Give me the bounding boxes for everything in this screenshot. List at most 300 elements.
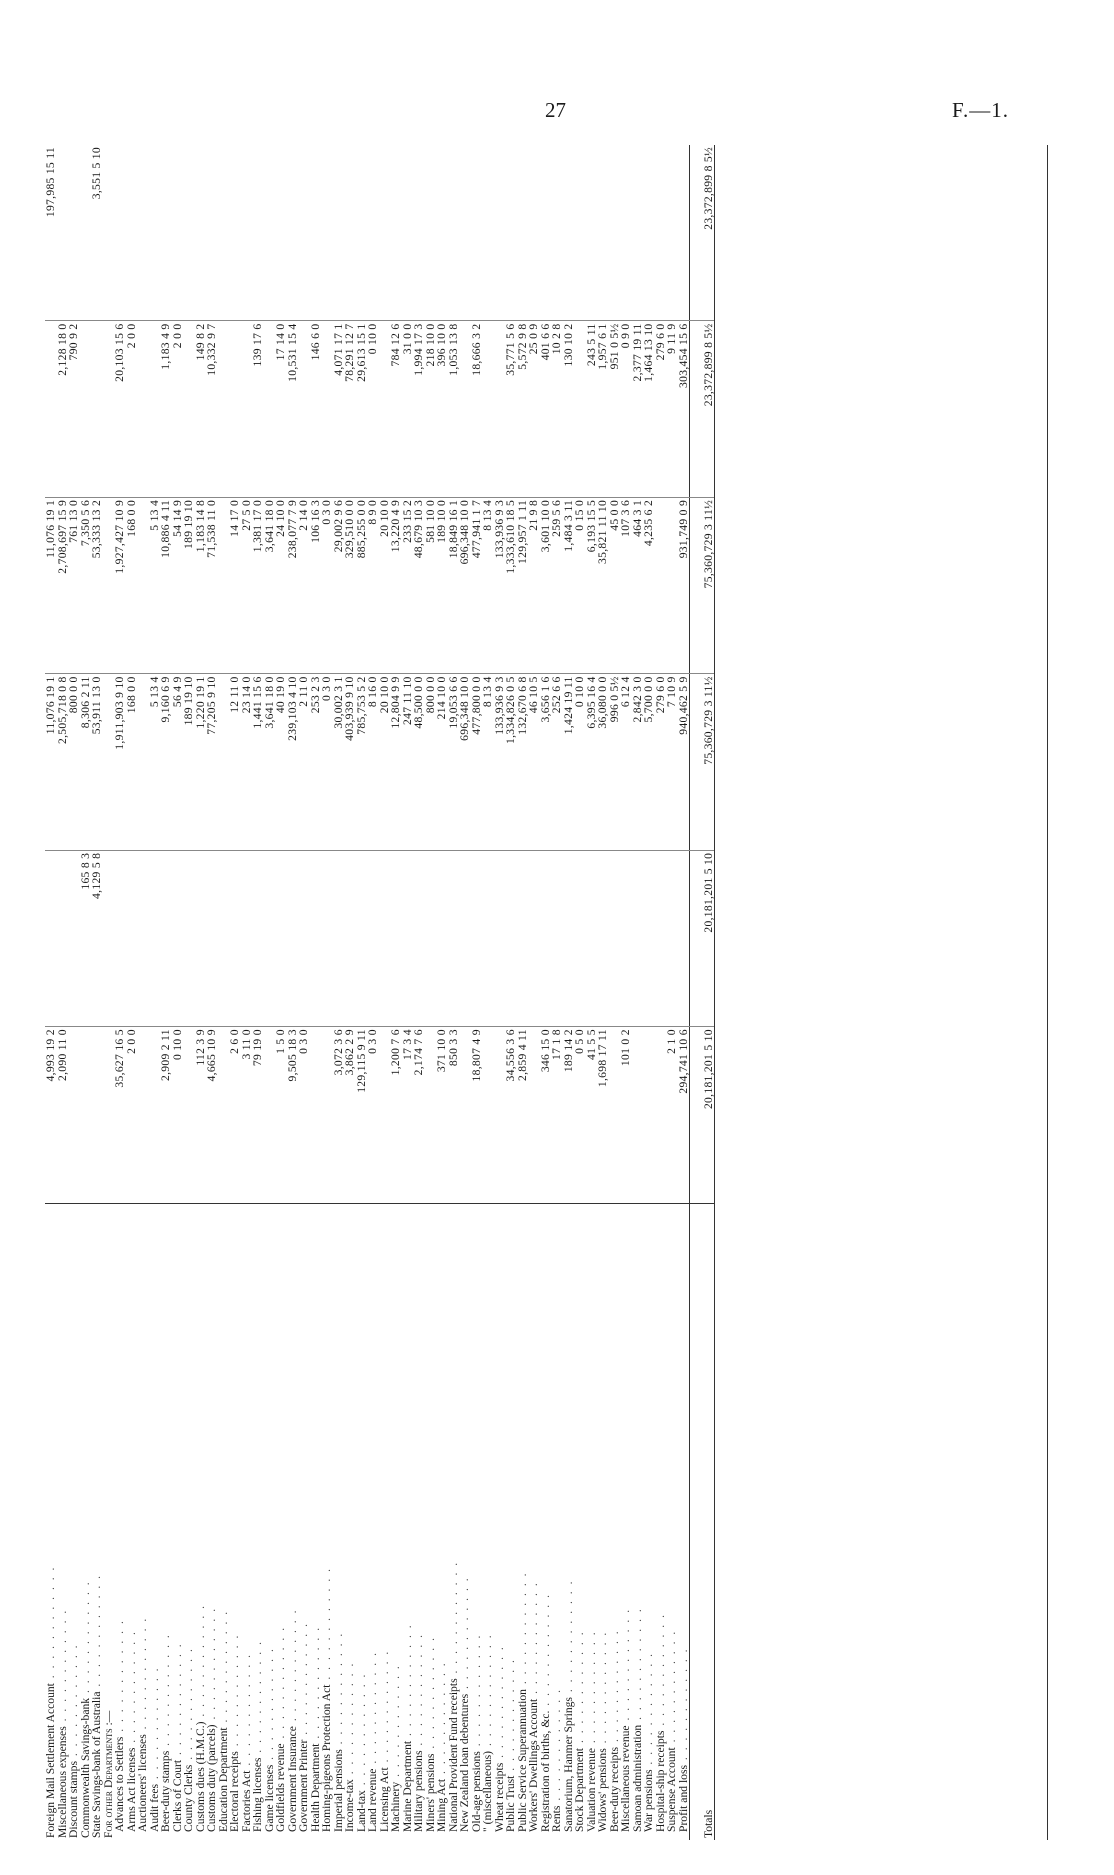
leader-dots: . . . . . . . . . . . . [412,1632,425,1751]
row-label-text: Miners' pensions [423,1753,437,1832]
leader-dots: . . . . . . . . . . . . [538,1593,552,1711]
amount-cell-c4: 54 14 9 [172,497,184,673]
row-label-text: Beer-duty receipts [607,1746,621,1832]
amount-cell-c2 [471,850,483,1026]
amount-cell-c3: 2,505,718 0 8 [57,674,69,850]
amount-cell-c3: 3,656 1 6 [540,674,552,850]
amount-cell-c6 [505,145,517,321]
amount-cell-c2 [459,850,471,1026]
amount-cell-c6 [218,145,230,321]
amount-cell-c4: 696,348 10 0 [459,497,471,673]
table-row [264,145,276,1840]
amount-cell-c1: 1,200 7 6 [390,1027,402,1203]
amount-cell-c1: 2,859 4 11 [517,1027,529,1203]
table-row [620,145,632,1840]
amount-cell-c2 [103,850,115,1026]
amount-cell-c6: 197,985 15 11 [45,145,57,321]
amount-cell-c5: 2 0 0 [172,321,184,497]
amount-cell-c6 [356,145,368,321]
amount-cell-c2 [137,850,149,1026]
row-label-text: Fishing licenses [251,1757,264,1832]
amount-cell-c2 [57,850,69,1026]
amount-cell-c5: 1,957 6 1 [597,321,609,497]
amount-cell-c3: 8 16 0 [367,674,379,850]
leader-dots: . . . . . . . . . . . . [285,1608,299,1727]
amount-cell-c6: 3,551 5 10 [91,145,103,321]
amount-cell-c5: 303,454 15 6 [678,321,690,497]
table-row [206,145,218,1840]
amount-cell-c3: 1,911,903 9 10 [114,674,126,850]
table-row [597,145,609,1840]
amount-cell-c3: 9,160 6 9 [160,674,172,850]
leader-dots: . . . . . . . . . . . . [274,1625,287,1744]
amount-cell-c6 [68,145,80,321]
amount-cell-c5: 9 11 9 [666,321,678,497]
amount-cell-c3: 40 19 0 [275,674,287,850]
amount-cell-c4: 885,255 0 0 [356,497,368,673]
amount-cell-c4: 133,936 9 3 [494,497,506,673]
amount-cell-c2 [505,850,517,1026]
row-label-text: Commonwealth Savings-bank [78,1697,92,1838]
amount-cell-c2 [586,850,598,1026]
row-label-text: Widows' pensions [596,1748,609,1832]
amount-cell-c6 [666,145,678,321]
amount-cell-c1: 1,698 17 11 [597,1027,609,1203]
row-label-text: Sanatorium, Hanmer Springs [561,1697,575,1832]
amount-cell-c3: 3,641 18 0 [264,674,276,850]
amount-cell-c5 [45,321,57,497]
amount-cell-c3: 1,334,826 0 5 [505,674,517,850]
amount-cell-c2 [620,850,632,1026]
row-label-text: Advances to Settlers [113,1736,126,1832]
amount-cell-c1: 3,072 3 6 [333,1027,345,1203]
row-label-text: Customs dues (H.M.C.) [193,1721,207,1832]
amount-cell-c3: 189 19 10 [183,674,195,850]
table-row [333,145,345,1840]
amount-cell-c5: 1,053 13 8 [448,321,460,497]
amount-cell-c5: 790 9 2 [68,321,80,497]
amount-cell-c4: 8 9 0 [367,497,379,673]
amount-cell-c4 [655,497,667,673]
amount-cell-c4: 18,849 16 1 [448,497,460,673]
amount-cell-c1 [68,1027,80,1203]
amount-cell-c3: 214 10 0 [436,674,448,850]
leader-dots: . . . . . . . . . . . . [607,1629,621,1747]
leader-dots: . . . . . . . . . . . . [124,1630,138,1748]
amount-cell-c4: 1,484 3 11 [563,497,575,673]
amount-cell-c4: 14 17 0 [229,497,241,673]
amount-cell-c6 [563,145,575,321]
amount-cell-c5: 951 0 5½ [609,321,621,497]
amount-cell-c5: 2 0 0 [126,321,138,497]
amount-cell-c4: 4,235 6 2 [643,497,655,673]
page-number: 27 [545,98,566,122]
amount-cell-c4: 189 19 10 [183,497,195,673]
amount-cell-c5: 784 12 6 [390,321,402,497]
leader-dots: . . . . . . . . . . . . [630,1607,644,1725]
amount-cell-c6 [379,145,391,321]
amount-cell-c6 [494,145,506,321]
amount-cell-c6 [57,145,69,321]
amount-cell-c4: 2 14 0 [298,497,310,673]
table-row [402,145,414,1840]
table-row [183,145,195,1840]
amount-cell-c1: 0 3 0 [298,1027,310,1203]
amount-cell-c2 [356,850,368,1026]
amount-cell-c2 [218,850,230,1026]
amount-cell-c5: 279 6 0 [655,321,667,497]
amount-cell-c1 [321,1027,333,1203]
amount-cell-c1: 3 11 0 [241,1027,253,1203]
table-row [471,145,483,1840]
amount-cell-c6 [436,145,448,321]
amount-cell-c5: 130 10 2 [563,321,575,497]
amount-cell-c3: 477,800 0 0 [471,674,483,850]
table-row [321,145,333,1840]
leader-dots: . . . . . . . . . . . . [320,1566,333,1685]
table-row [195,145,207,1840]
amount-cell-c5 [574,321,586,497]
amount-cell-c6 [114,145,126,321]
amount-cell-c4: 581 10 0 [425,497,437,673]
amount-cell-c3: 1,424 19 11 [563,674,575,850]
leader-dots: . . . . . . . . . . . . [182,1647,195,1765]
amount-cell-c1 [643,1027,655,1203]
amount-cell-c4 [666,497,678,673]
ledger-table [45,145,715,1840]
leader-dots: . . . . . . . . . . . . [504,1658,517,1776]
table-row [137,145,149,1840]
amount-cell-c2 [390,850,402,1026]
amount-cell-c6 [540,145,552,321]
row-label-text: Income-tax [343,1779,356,1832]
amount-cell-c5 [218,321,230,497]
amount-cell-c2 [126,850,138,1026]
table-row [678,145,690,1840]
totals-cell-c1: 20,181,201 5 10 [690,1027,715,1203]
amount-cell-c2 [551,850,563,1026]
amount-cell-c5: 18,666 3 2 [471,321,483,497]
amount-cell-c1: 0 3 0 [367,1027,379,1203]
amount-cell-c5 [91,321,103,497]
amount-cell-c4: 13,220 4 9 [390,497,402,673]
amount-cell-c6 [275,145,287,321]
amount-cell-c4: 11,076 19 1 [45,497,57,673]
amount-cell-c2 [609,850,621,1026]
amount-cell-c6 [609,145,621,321]
amount-cell-c2 [379,850,391,1026]
row-label-text: Samoan administration [630,1724,644,1832]
amount-cell-c4: 931,749 0 9 [678,497,690,673]
amount-cell-c5: 10,332 9 7 [206,321,218,497]
amount-cell-c6 [413,145,425,321]
amount-cell-c3: 403,939 9 10 [344,674,356,850]
amount-cell-c1 [459,1027,471,1203]
amount-cell-c4: 27 5 0 [241,497,253,673]
leader-dots: . . . . . . . . . . . . [205,1606,218,1725]
amount-cell-c3: 785,753 5 2 [356,674,368,850]
amount-cell-c5: 20,103 15 6 [114,321,126,497]
table-row [172,145,184,1840]
leader-dots: . . . . . . . . . . . . [90,1573,103,1692]
amount-cell-c5: 149 8 2 [195,321,207,497]
amount-cell-c6 [597,145,609,321]
totals-label: Totals [690,1203,715,1840]
leader-dots: . . . . . . . . . . . . [262,1647,276,1765]
row-label-text: War pensions [642,1769,655,1832]
table-row [45,145,57,1840]
amount-cell-c6 [528,145,540,321]
amount-cell-c1: 294,741 10 6 [678,1027,690,1203]
row-label-text: Rents [550,1805,563,1832]
amount-cell-c1: 9,505 18 3 [287,1027,299,1203]
amount-cell-c4: 1,183 14 8 [195,497,207,673]
amount-cell-c6 [620,145,632,321]
row-label-text: Military pensions [412,1750,425,1832]
leader-dots: . . . . . . . . . . . . [366,1651,379,1769]
amount-cell-c6 [310,145,322,321]
amount-cell-c2 [643,850,655,1026]
amount-cell-c6 [367,145,379,321]
leader-dots: . . . . . . . . . . . . [492,1645,506,1763]
row-label-text: Workers' Dwellings Account [527,1698,540,1832]
table-row [379,145,391,1840]
amount-cell-c6 [298,145,310,321]
row-label-text: Wheat receipts [492,1762,506,1832]
row-label-text: Government Printer [297,1739,310,1832]
amount-cell-c3: 46 10 5 [528,674,540,850]
amount-cell-c2 [528,850,540,1026]
leader-dots: . . . . . . . . . . . . [446,1560,460,1679]
amount-cell-c1: 346 15 0 [540,1027,552,1203]
page-reference: F.—1. [952,98,1009,122]
amount-cell-c6 [229,145,241,321]
leader-dots: . . . . . . . . . . . . [251,1640,264,1758]
amount-cell-c1: 850 3 3 [448,1027,460,1203]
amount-cell-c1: 17 3 4 [402,1027,414,1203]
amount-cell-c6 [264,145,276,321]
amount-cell-c3: 20 10 0 [379,674,391,850]
amount-cell-c4: 10,886 4 11 [160,497,172,673]
amount-cell-c4: 107 3 6 [620,497,632,673]
leader-dots: . . . . . . . . . . . . [228,1633,241,1752]
amount-cell-c6 [574,145,586,321]
amount-cell-c3: 940,462 5 9 [678,674,690,850]
amount-cell-c6 [655,145,667,321]
row-label-text: Land-tax [354,1790,368,1832]
amount-cell-c2 [540,850,552,1026]
ledger-body [45,145,715,1840]
amount-cell-c1: 4,993 19 2 [45,1027,57,1203]
table-row [632,145,644,1840]
leader-dots: . . . . . . . . . . . . [170,1642,184,1760]
table-row [425,145,437,1840]
amount-cell-c6 [172,145,184,321]
leader-dots: . . . . . . . . . . . . [676,1647,690,1765]
row-label [678,1203,690,1840]
amount-cell-c1 [137,1027,149,1203]
amount-cell-c4: 3,641 18 0 [264,497,276,673]
amount-cell-c3: 252 6 6 [551,674,563,850]
row-label-text: Factories Act [239,1770,253,1832]
amount-cell-c2 [402,850,414,1026]
amount-cell-c5: 2,377 19 11 [632,321,644,497]
amount-cell-c2: 165 8 3 [80,850,92,1026]
row-label-text: Miscellaneous revenue [619,1725,632,1832]
amount-cell-c3: 132,670 6 8 [517,674,529,850]
row-label-text: Clerks of Court [170,1759,184,1832]
amount-cell-c1 [91,1027,103,1203]
amount-cell-c1 [482,1027,494,1203]
amount-cell-c4: 35,821 11 10 [597,497,609,673]
amount-cell-c1: 2 0 0 [126,1027,138,1203]
amount-cell-c4: 7,350 5 6 [80,497,92,673]
amount-cell-c4: 1,927,427 10 9 [114,497,126,673]
leader-dots: . . . . . . . . . . . . [55,1608,69,1727]
leader-dots: . . . . . . . . . . . . [239,1652,253,1771]
amount-cell-c4: 329,510 0 0 [344,497,356,673]
amount-cell-c1 [310,1027,322,1203]
amount-cell-c4: 21 9 8 [528,497,540,673]
amount-cell-c5: 139 17 6 [252,321,264,497]
leader-dots: . . . . . . . . . . . . [331,1631,345,1750]
amount-cell-c5: 396 10 0 [436,321,448,497]
amount-cell-c2 [183,850,195,1026]
amount-cell-c3: 56 4 9 [172,674,184,850]
amount-cell-c3: 8,306 2 11 [80,674,92,850]
table-row [390,145,402,1840]
amount-cell-c3: 6 12 4 [620,674,632,850]
leader-dots: . . . . . . . . . . . . [481,1633,494,1751]
leader-dots: . . . . . . . . . . . . [642,1651,655,1770]
amount-cell-c2 [195,850,207,1026]
amount-cell-c6 [183,145,195,321]
amount-cell-c6 [160,145,172,321]
row-label-text: Suspense Account [665,1747,678,1832]
leader-dots: . . . . . . . . . . . . [665,1629,678,1748]
rotated-ledger [45,145,1049,1840]
table-row [57,145,69,1840]
table-row [574,145,586,1840]
leader-dots: . . . . . . . . . . . . [653,1613,667,1731]
amount-cell-c5: 146 6 0 [310,321,322,497]
amount-cell-c2 [252,850,264,1026]
leader-dots: . . . . . . . . . . . . [193,1603,207,1722]
amount-cell-c1: 41 5 5 [586,1027,598,1203]
amount-cell-c5: 243 5 11 [586,321,598,497]
amount-cell-c5: 2,128 18 0 [57,321,69,497]
amount-cell-c4: 53,333 13 2 [91,497,103,673]
amount-cell-c1: 18,807 4 9 [471,1027,483,1203]
table-row [494,145,506,1840]
row-label-text: Mining Act [435,1778,448,1832]
amount-cell-c1: 4,665 10 9 [206,1027,218,1203]
amount-cell-c1: 129,115 9 11 [356,1027,368,1203]
amount-cell-c2 [655,850,667,1026]
amount-cell-c4: 24 10 0 [275,497,287,673]
amount-cell-c2 [666,850,678,1026]
amount-cell-c3: 36,080 0 0 [597,674,609,850]
amount-cell-c3: 11,076 19 1 [45,674,57,850]
amount-cell-c2 [632,850,644,1026]
table-row [149,145,161,1840]
amount-cell-c4: 2,708,697 15 9 [57,497,69,673]
leader-dots: . . . . . . . . . . . . [584,1630,598,1748]
amount-cell-c5: 1,464 13 10 [643,321,655,497]
amount-cell-c6 [241,145,253,321]
amount-cell-c6 [126,145,138,321]
amount-cell-c3: 48,500 0 0 [413,674,425,850]
amount-cell-c5 [183,321,195,497]
amount-cell-c2 [333,850,345,1026]
amount-cell-c6 [137,145,149,321]
amount-cell-c5: 0 9 0 [620,321,632,497]
row-label-text: For other Departments :— [101,1710,115,1838]
amount-cell-c5: 401 6 6 [540,321,552,497]
amount-cell-c2 [264,850,276,1026]
amount-cell-c1 [528,1027,540,1203]
row-label-text: Education Department [216,1727,230,1832]
row-label-text: Arms Act licenses [124,1747,138,1832]
amount-cell-c5: 31 0 0 [402,321,414,497]
amount-cell-c4: 129,957 1 11 [517,497,529,673]
row-label-text: Homing-pigeons Protection Act [320,1684,333,1832]
amount-cell-c6 [632,145,644,321]
amount-cell-c2 [517,850,529,1026]
amount-cell-c2 [413,850,425,1026]
amount-cell-c1: 2,174 7 6 [413,1027,425,1203]
amount-cell-c6 [678,145,690,321]
table-row [252,145,264,1840]
amount-cell-c3 [137,674,149,850]
row-label-text: Old-age pensions [469,1751,483,1832]
leader-dots: . . . . . . . . . . . . [44,1565,57,1684]
row-label-text: Beer-duty stamps [159,1750,172,1832]
amount-cell-c4: 259 5 6 [551,497,563,673]
amount-cell-c6 [252,145,264,321]
amount-cell-c5: 35,771 5 6 [505,321,517,497]
amount-cell-c5: 218 10 0 [425,321,437,497]
table-row [218,145,230,1840]
leader-dots: . . . . . . . . . . . . [619,1607,632,1726]
amount-cell-c1: 2 6 0 [229,1027,241,1203]
amount-cell-c6 [517,145,529,321]
amount-cell-c6 [643,145,655,321]
table-bottom-rule [1047,145,1048,1840]
amount-cell-c6 [333,145,345,321]
table-row [160,145,172,1840]
amount-cell-c4: 189 10 0 [436,497,448,673]
amount-cell-c1: 2,909 2 11 [160,1027,172,1203]
leader-dots: . . . . . . . . . . . . [136,1616,149,1735]
amount-cell-c5: 5,572 9 8 [517,321,529,497]
table-row [586,145,598,1840]
row-label-text: Foreign Mail Settlement Account [44,1683,57,1838]
amount-cell-c2 [68,850,80,1026]
amount-cell-c2 [149,850,161,1026]
amount-cell-c3: 0 3 0 [321,674,333,850]
amount-cell-c5: 10,531 15 4 [287,321,299,497]
amount-cell-c6 [471,145,483,321]
amount-cell-c5: 78,291 12 7 [344,321,356,497]
amount-cell-c5: 1,994 17 3 [413,321,425,497]
amount-cell-c2 [678,850,690,1026]
table-row [114,145,126,1840]
amount-cell-c4: 1,381 17 0 [252,497,264,673]
amount-cell-c4: 168 0 0 [126,497,138,673]
amount-cell-c4: 761 13 0 [68,497,80,673]
amount-cell-c2 [367,850,379,1026]
